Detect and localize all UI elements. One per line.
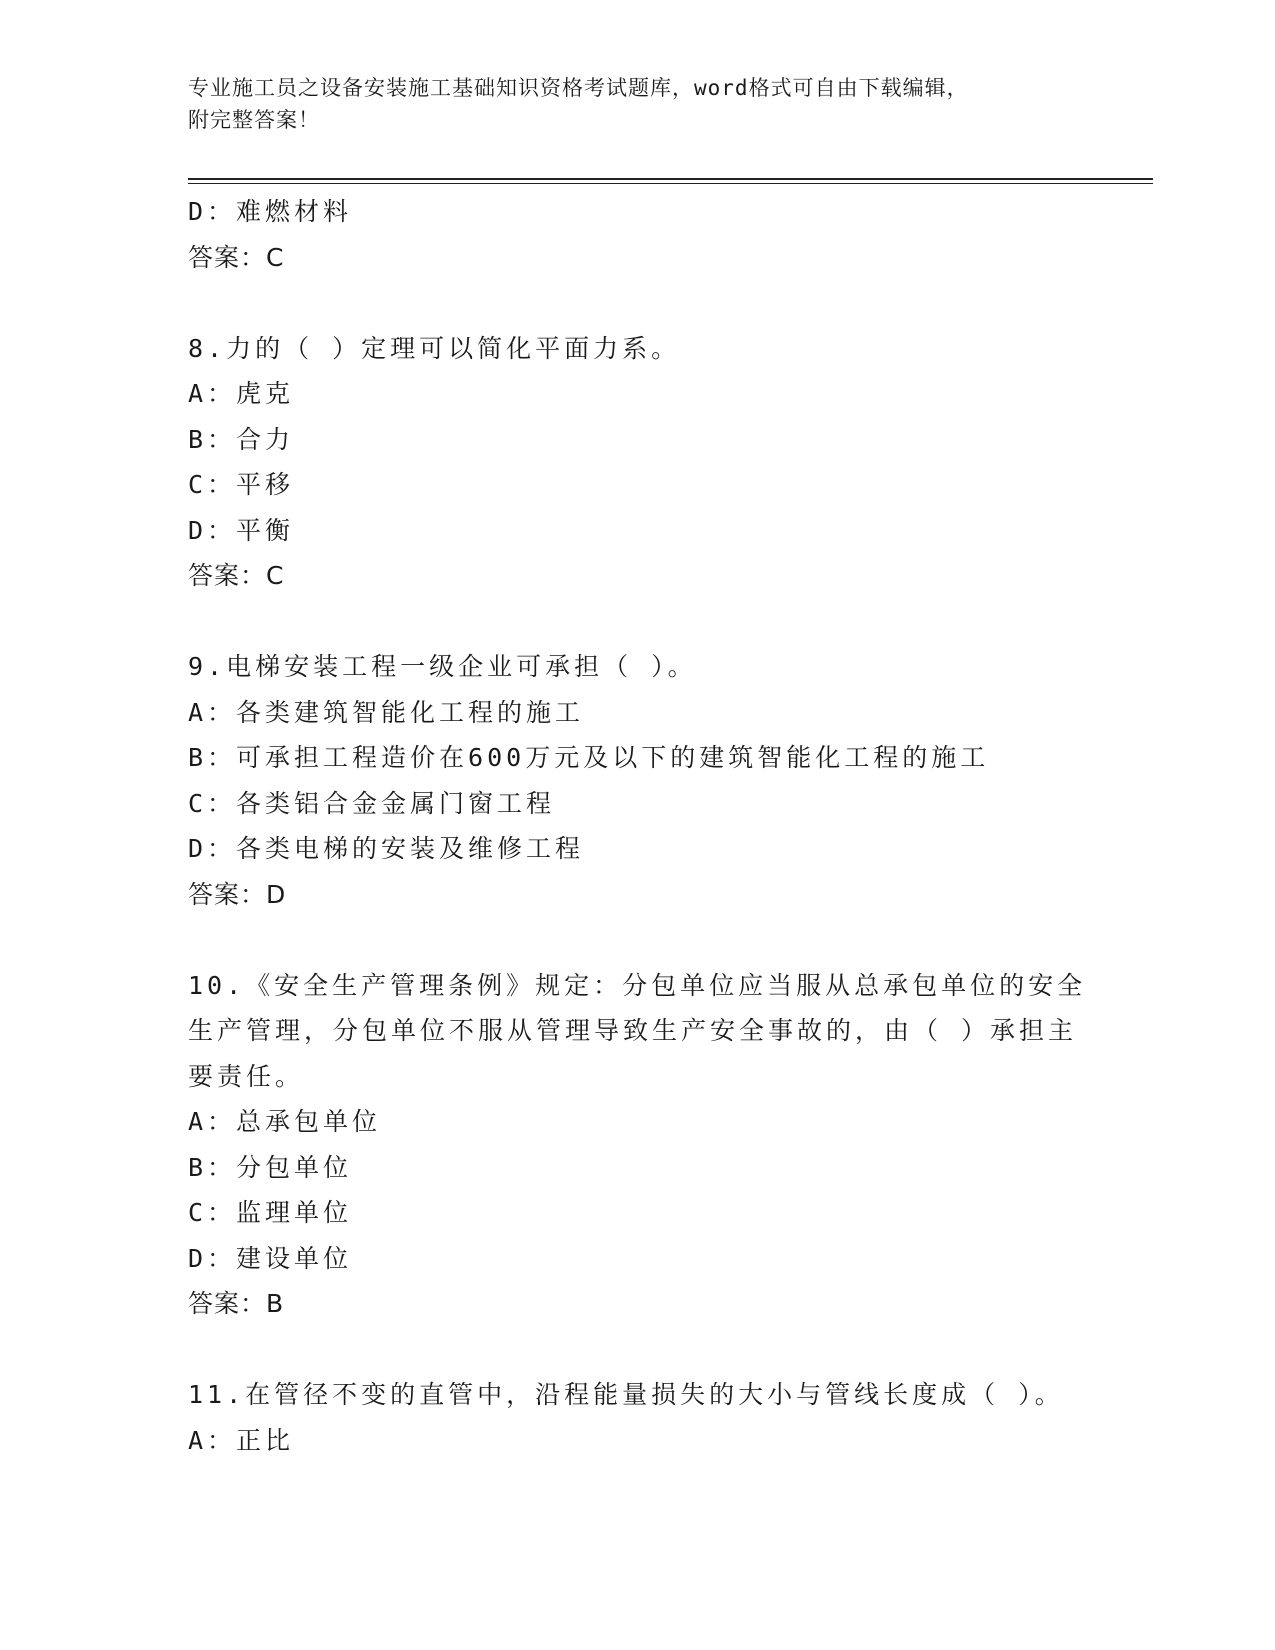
answer-line: 答案：B: [188, 1289, 285, 1318]
option-c: C：监理单位: [188, 1198, 353, 1227]
spacer: [188, 1327, 1088, 1373]
question-content: [188, 189, 1088, 1463]
spacer: [188, 917, 1088, 963]
header-divider-thin: [188, 183, 1153, 184]
option-b: B：可承担工程造价在600万元及以下的建筑智能化工程的施工: [188, 743, 990, 772]
question-text-line-2: 生产管理，分包单位不服从管理导致生产安全事故的，由（ ）承担主: [188, 1016, 1078, 1045]
spacer: [188, 599, 1088, 645]
option-d: D：难燃材料: [188, 197, 353, 226]
option-d: D：建设单位: [188, 1243, 353, 1273]
option-a: A：总承包单位: [188, 1107, 382, 1136]
question-text: 11.在管径不变的直管中，沿程能量损失的大小与管线长度成（ ）。: [188, 1380, 1064, 1409]
answer-line: 答案：D: [188, 879, 287, 909]
spacer: [188, 280, 1088, 326]
question-text: 9.电梯安装工程一级企业可承担（ ）。: [188, 652, 697, 681]
question-text: 8.力的（ ）定理可以简化平面力系。: [188, 333, 681, 363]
header-divider-thick: [188, 178, 1153, 180]
header-line-2: 附完整答案！: [188, 108, 320, 132]
option-c: C：各类铝合金金属门窗工程: [188, 788, 556, 818]
option-a: A：正比: [188, 1425, 295, 1455]
document-header: [188, 72, 1088, 136]
question-text-line-1: 10.《安全生产管理条例》规定：分包单位应当服从总承包单位的安全: [188, 970, 1087, 1000]
option-c: C：平移: [188, 470, 295, 499]
option-a: A：各类建筑智能化工程的施工: [188, 697, 585, 727]
header-line-1: 专业施工员之设备安装施工基础知识资格考试题库，word格式可自由下载编辑，: [188, 76, 969, 100]
option-a: A：虎克: [188, 379, 295, 408]
option-d: D：平衡: [188, 515, 295, 545]
option-b: B：分包单位: [188, 1152, 353, 1182]
option-b: B：合力: [188, 424, 295, 454]
question-text-line-3: 要责任。: [188, 1061, 305, 1091]
answer-line: 答案：C: [188, 242, 285, 272]
option-d: D：各类电梯的安装及维修工程: [188, 834, 585, 863]
answer-line: 答案：C: [188, 561, 285, 590]
